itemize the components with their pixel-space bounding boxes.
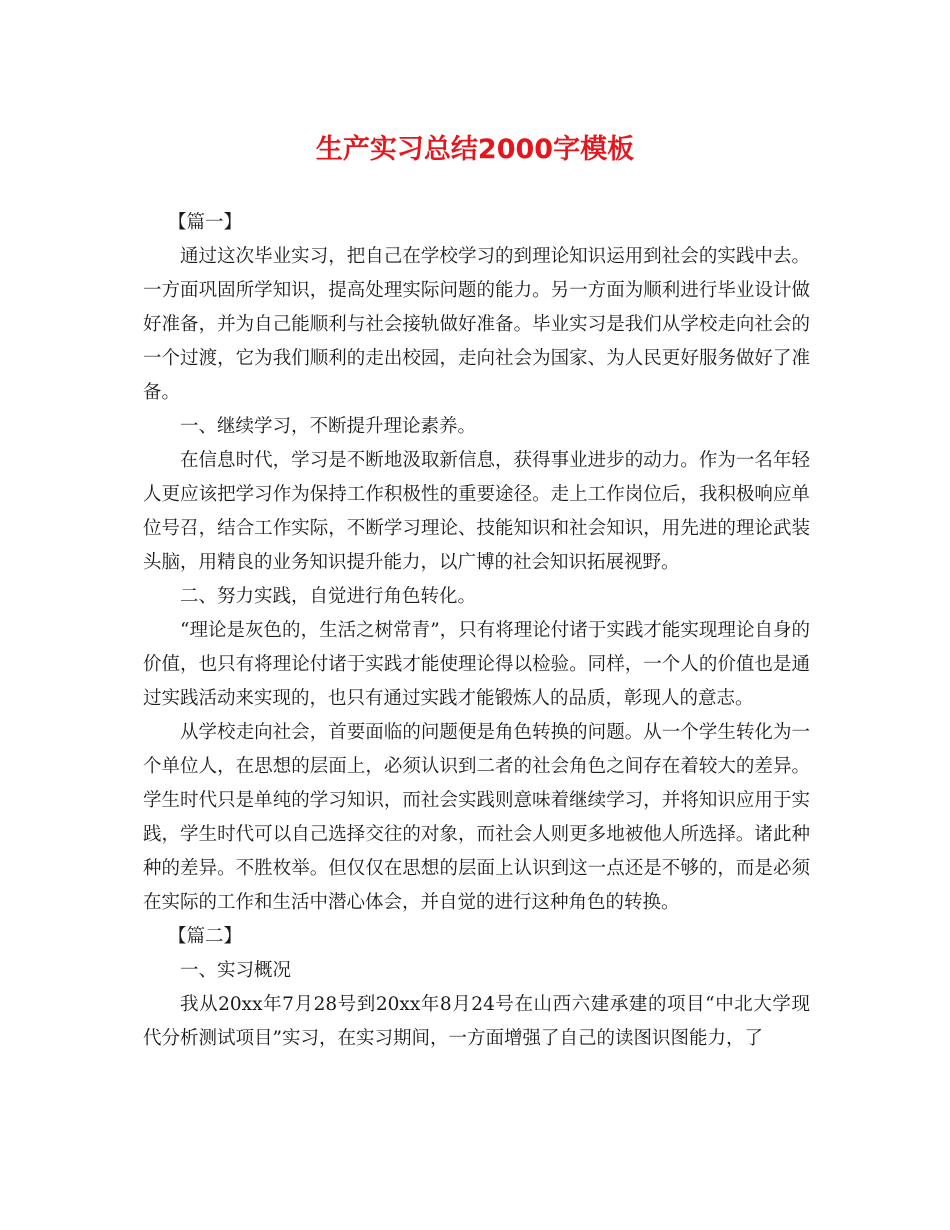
- paragraph: 我从20xx年7月28号到20xx年8月24号在山西六建承建的项目“中北大学现代分析测试项目”实习，在实习期间，一方面增强了自己的读图识图能力，了: [143, 994, 810, 1049]
- document-body: [143, 206, 810, 1056]
- paragraph: 从学校走向社会，首要面临的问题便是角色转换的问题。从一个学生转化为一个单位人，在思想的层面上，必须认识到二者的社会角色之间存在着较大的差异。学生时代只是单纯的学习知识，而社会实践则意味着继续学习，并将知识应用于实践，学生时代可以自己选择交往的对象，而社会人则更多地被他人所选择。诸此种种的差异。不胜枚举。但仅仅在思想的层面上认识到这一点还是不够的，而是必须在实际的工作和生活中潜心体会，并自觉的进行这种角色的转换。: [143, 722, 810, 913]
- paragraph: 一、继续学习，不断提升理论素养。: [180, 416, 477, 437]
- paragraph: 在信息时代，学习是不断地汲取新信息，获得事业进步的动力。作为一名年轻人更应该把学习作为保持工作积极性的重要途径。走上工作岗位后，我积极响应单位号召，结合工作实际，不断学习理论、技能知识和社会知识，用先进的理论武装头脑，用精良的业务知识提升能力，以广博的社会知识拓展视野。: [143, 450, 810, 573]
- section-heading: 【篇一】: [168, 212, 243, 233]
- paragraph: 一、实习概况: [180, 960, 292, 981]
- paragraph: “理论是灰色的，生活之树常青”，只有将理论付诸于实践才能实现理论自身的价值，也只有将理论付诸于实践才能使理论得以检验。同样，一个人的价值也是通过实践活动来实现的，也只有通过实践才能锻炼人的品质，彰现人的意志。: [143, 620, 810, 709]
- paragraph: 二、努力实践，自觉进行角色转化。: [180, 586, 477, 607]
- document-title: 生产实习总结2000字模板: [315, 134, 635, 165]
- paragraph: 通过这次毕业实习，把自己在学校学习的到理论知识运用到社会的实践中去。一方面巩固所学知识，提高处理实际问题的能力。另一方面为顺利进行毕业设计做好准备，并为自己能顺利与社会接轨做好准备。毕业实习是我们从学校走向社会的一个过渡，它为我们顺利的走出校园，走向社会为国家、为人民更好服务做好了准备。: [143, 246, 810, 403]
- section-heading: 【篇二】: [168, 926, 243, 947]
